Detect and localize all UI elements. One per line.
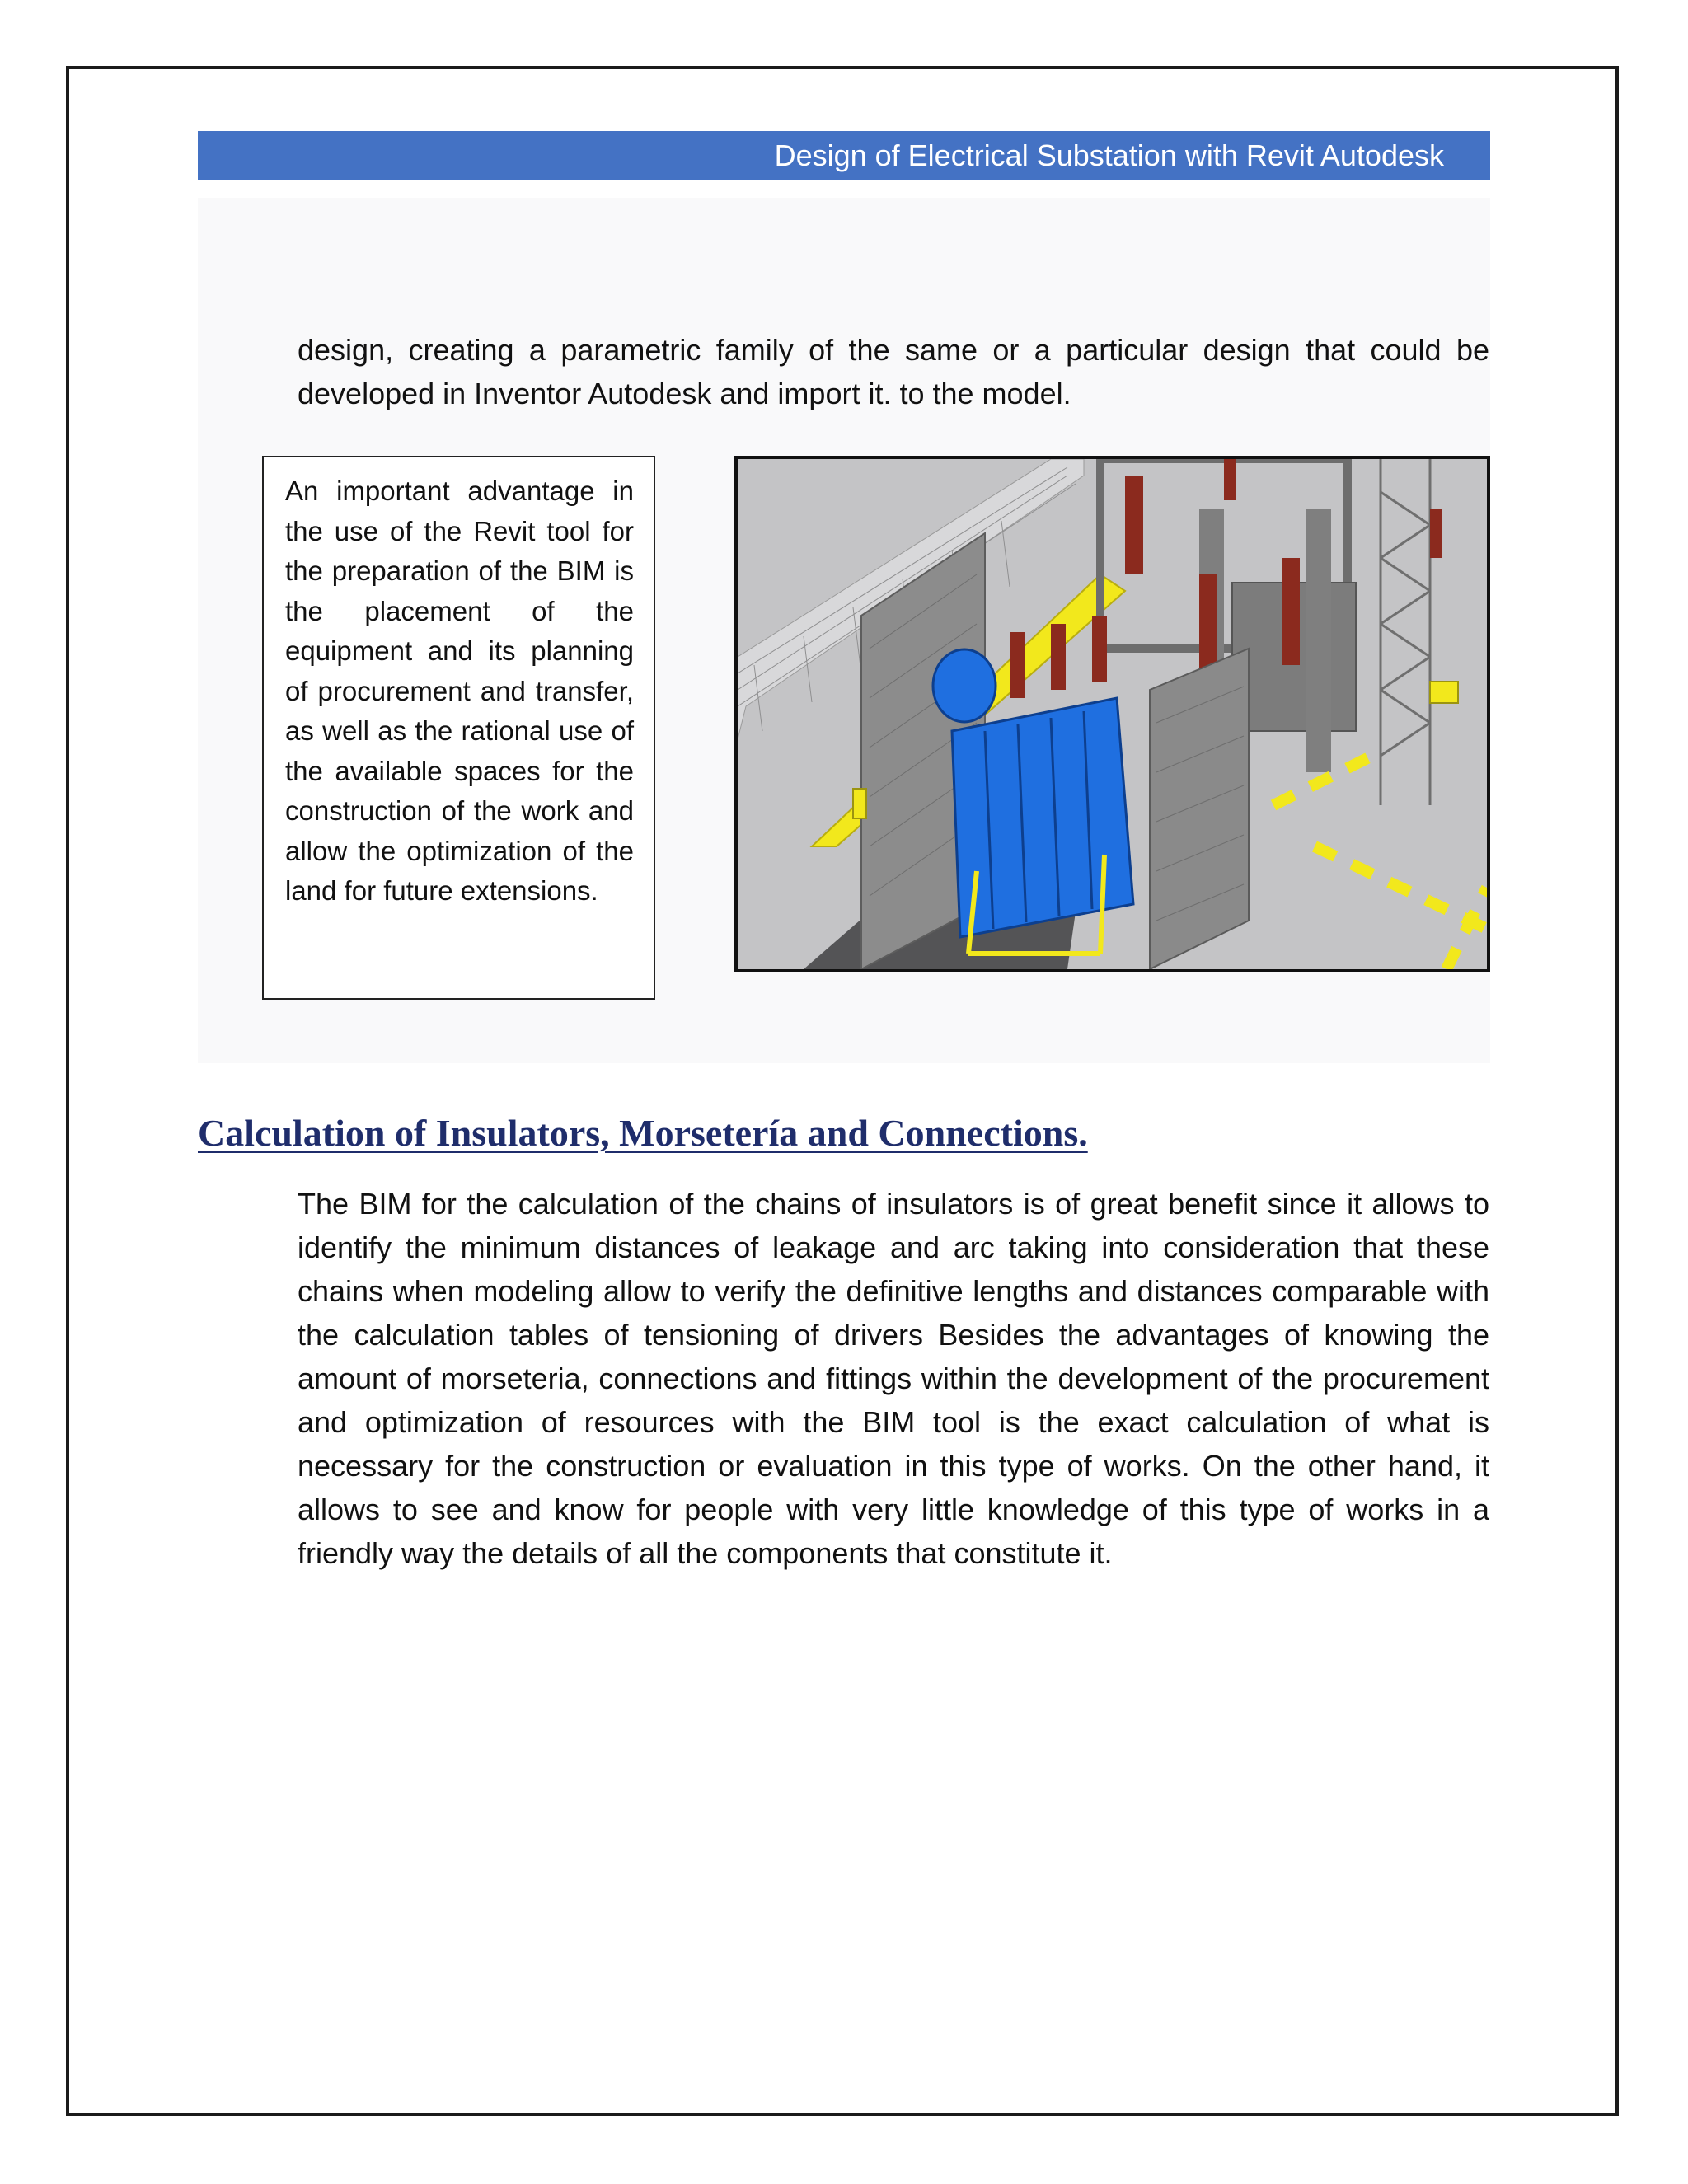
sidebar-text: An important advantage in the use of the Revit tool for the preparation of the BIM is the placement of the equipment and its planning of procurement and transfer, as well as the rational use of the available spaces for the construction of the work and allow the optimization of the land for future extensions. <box>285 476 634 906</box>
header-title: Design of Electrical Substation with Revit Autodesk <box>774 138 1444 172</box>
firewall-right <box>1150 649 1249 969</box>
section-heading: Calculation of Insulators, Morsetería and Connections. <box>198 1112 1088 1154</box>
substation-render-image <box>734 456 1490 972</box>
column-b <box>1306 509 1331 772</box>
cabinet <box>1430 682 1458 703</box>
conservator-tank <box>933 649 996 722</box>
power-transformer <box>952 698 1133 937</box>
intro-paragraph: design, creating a parametric family of the same or a particular design that could be developed in Inventor Autodesk and import it. to the model. <box>298 333 1489 410</box>
running-header <box>198 131 1490 180</box>
section-body-paragraph: The BIM for the calculation of the chains of insulators is of great benefit since it allows to identify the minimum distances of leakage and arc taking into consideration that these chains when modeling allow to verify the definitive lengths and distances comparable with the calculation tables of tensioning of drivers Besides the advantages of knowing the amount of morseteria, connections and fittings within the development of the procurement and optimization of resources with the BIM tool is the exact calculation of what is necessary for the construction or evaluation in this type of works. On the other hand, it allows to see and know for people with very little knowledge of this type of works in a friendly way the details of all the components that constitute it. <box>298 1187 1489 1570</box>
substation-illustration <box>738 459 1487 969</box>
sidebar-callout <box>262 456 655 1000</box>
junction-box <box>853 789 866 818</box>
